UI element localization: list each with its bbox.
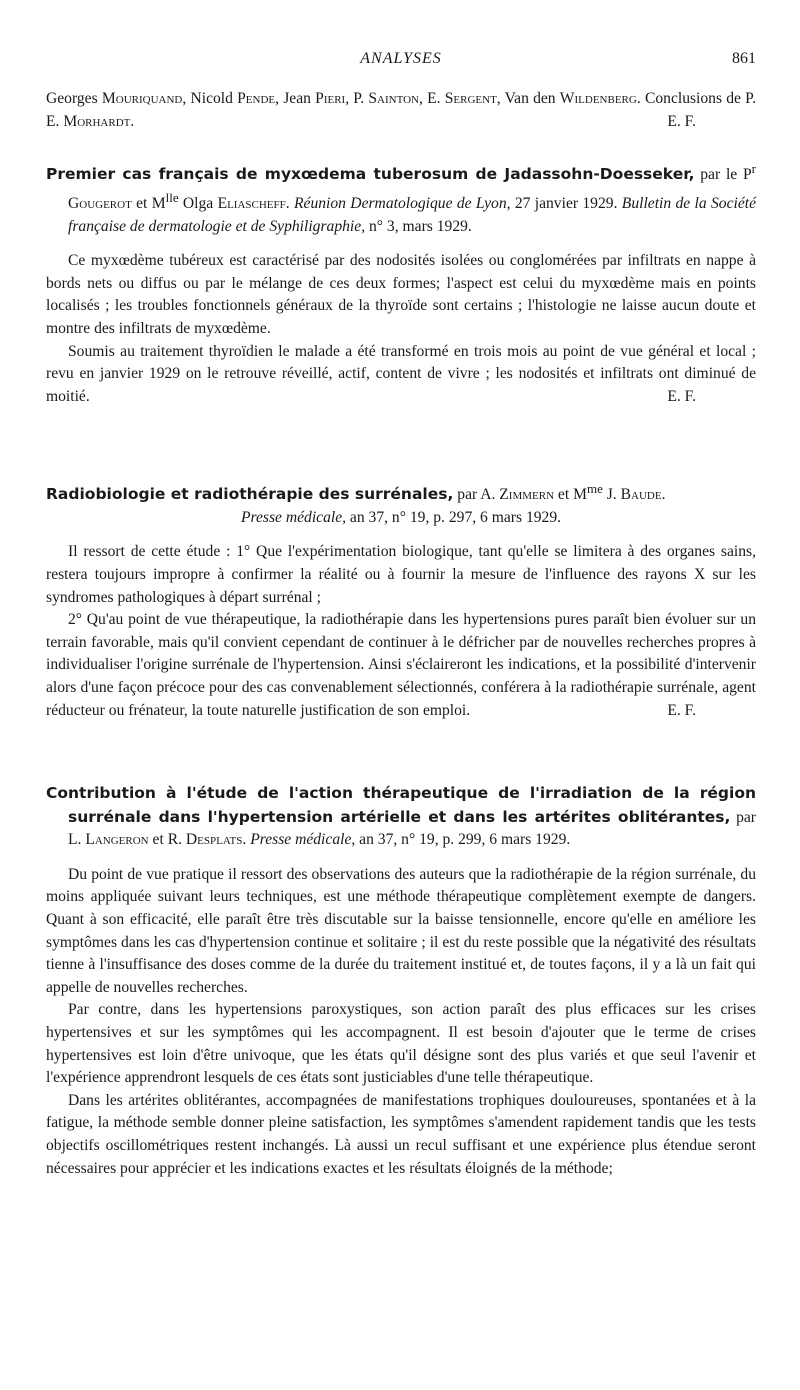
author-name: Gougerot xyxy=(68,194,132,212)
source-date: an 37, n° 19, p. 297, 6 mars 1929. xyxy=(346,508,562,526)
author-name: Eliascheff xyxy=(217,194,286,212)
byline-text: par A. xyxy=(453,486,500,504)
article-title: Premier cas français de myxœdema tuberosum de Jadassohn-Doesseker, xyxy=(46,165,695,184)
article-paragraph xyxy=(46,609,756,722)
author-name: Wildenberg xyxy=(559,90,637,107)
intro-text: . xyxy=(130,112,135,130)
page-number: 861 xyxy=(732,50,756,67)
article-heading xyxy=(46,782,756,852)
byline-text: et M xyxy=(131,194,166,212)
article-paragraph: Par contre, dans les hypertensions paroxystiques, son action paraît des plus efficaces sur les crises hypertensives et sur les symptômes qui les accompagnent. Il est besoin d'ajouter que le terme de crises hypertensives est loin d'être univoque, que les états qu'il désigne sont des plus variés et que seul l'avenir et l'expérience apprendront lesquels de ces états sont justiciables d'une telle thérapeutique. xyxy=(46,1001,756,1087)
author-name: Pende xyxy=(237,90,276,107)
article-title: Contribution à l'étude de l'action thérapeutique de l'irradiation de la région surrénale dans l'hypertension artérielle et dans les artérites oblitérantes, xyxy=(46,784,756,826)
article-source xyxy=(46,507,756,530)
author-name: Pieri xyxy=(315,90,346,107)
intro-text: Georges xyxy=(46,90,102,107)
author-name: Langeron xyxy=(85,831,149,849)
intro-text: , E. xyxy=(419,90,445,107)
article-heading xyxy=(46,478,756,507)
byline-text: . xyxy=(242,831,251,849)
article-paragraph: Dans les artérites oblitérantes, accompagnées de manifestations trophiques douloureuses, spontanées et à la fatigue, la méthode semble donner pleine satisfaction, les symptômes s'amendent rapidement tandis que les tests objectifs oscillométriques restent inchangés. Là aussi un recul suffisant et une expérience plus étendue seront nécessaires pour apprécier et les indications exactes et les résultats éloignés de la méthode; xyxy=(46,1091,756,1177)
intro-block xyxy=(46,88,756,133)
source-journal: Presse médicale, xyxy=(240,508,347,526)
running-title: ANALYSES xyxy=(360,50,442,67)
signature: E. F. xyxy=(667,112,696,130)
source-journal: Bulletin de la Société française de dermatologie et de Syphiligraphie, xyxy=(68,194,757,235)
intro-text: , Jean xyxy=(275,90,316,107)
byline-text: le P xyxy=(725,166,752,184)
intro-text: den xyxy=(533,90,560,107)
intro-text: , P. xyxy=(345,90,369,107)
byline-sup: lle xyxy=(165,189,179,205)
byline-text: et M xyxy=(554,486,587,504)
author-name: Desplats xyxy=(185,831,243,849)
byline-sup: r xyxy=(751,161,757,176)
author-name: Sainton xyxy=(368,90,419,107)
author-name: Sergent xyxy=(444,90,497,107)
article-paragraph xyxy=(46,341,756,409)
byline-text: . xyxy=(285,194,295,212)
author-name: Zimmern xyxy=(499,486,555,504)
author-name: Mouriquand xyxy=(101,90,183,107)
byline-sup: me xyxy=(586,481,603,496)
paragraph-text: Soumis au traitement thyroïdien le malade a été transformé en trois mois au point de vue général et local ; revu en janvier 1929 on le retrouve réveillé, actif, content de vivre ; les nodosités et infiltrats ont diminué de moitié. xyxy=(46,342,756,405)
article-paragraph: Ce myxœdème tubéreux est caractérisé par des nodosités isolées ou conglomérées par infiltrats en nappe à bords nets ou diffus ou par le mélange de ces deux formes; l'aspect est celui du myxœdème mais en points localisés ; les troubles fonctionnels généraux de la thyroïde sont certains ; l'histologie ne laisse aucun doute et montre des infiltrats de myxœdème. xyxy=(46,252,756,337)
article-heading xyxy=(46,158,756,238)
article-1 xyxy=(46,158,756,408)
source-journal: Presse médicale, xyxy=(250,831,356,849)
source-journal: Réunion Dermatologique de Lyon, xyxy=(294,194,511,212)
byline-text: par L. xyxy=(68,808,756,849)
author-name: Morhardt xyxy=(63,112,131,130)
source-date: an 37, n° 19, p. 299, 6 mars 1929. xyxy=(355,831,571,849)
author-name: Baude xyxy=(620,486,662,504)
intro-text: , Nicold xyxy=(182,90,238,107)
source-date: 27 janvier 1929. xyxy=(510,194,622,212)
article-3 xyxy=(46,782,756,1180)
intro-text: , Van xyxy=(496,90,529,107)
byline-text: . xyxy=(661,486,666,504)
paragraph-text: 2° Qu'au point de vue thérapeutique, la radiothérapie dans les hypertensions pures paraît bien évoluer sur un terrain favorable, mais qu'il convient cependant de continuer à le défricher par de nouvelles recherches propres à individualiser l'origine surrénale de l'hypertension. Ainsi s'éclaireront les indications, et la possibilité d'intervenir alors d'une façon précoce pour des cas convenablement sélectionnés, conférera à la radiothérapie surrénale, agent réducteur ou frénateur, la toute naturelle justification de son emploi. xyxy=(46,611,756,719)
article-title: Radiobiologie et radiothérapie des surrénales, xyxy=(46,485,454,504)
article-paragraph: Du point de vue pratique il ressort des observations des auteurs que la radiothérapie de la région surrénale, du moins appliquée suivant leurs techniques, est une méthode thérapeutique complètement exempte de dangers. Quant à son efficacité, elle paraît être très discutable sur la baisse tensionnelle, encore qu'elle en améliore les symptômes dans les cas d'hypertension continue et solitaire ; il est du reste possible que la négativité des résultats tienne à l'insuffisance des doses comme de la durée du traitement institué et, de toutes façons, il y a là un fait qui appelle de nouvelles recherches. xyxy=(46,865,756,996)
source-date: n° 3, mars 1929. xyxy=(365,217,472,235)
article-paragraph: Il ressort de cette étude : 1° Que l'expérimentation biologique, tant qu'elle se limitera à des organes sains, restera toujours impropre à confirmer la réalité ou à fournir la mesure de l'influence des rayons X sur les syndromes pathologiques à départ surrénal ; xyxy=(46,543,756,606)
byline-text: Olga xyxy=(178,194,218,212)
byline-text: par xyxy=(694,166,721,184)
article-2 xyxy=(46,478,756,722)
intro-text: . Conclusions de P. E. xyxy=(46,90,757,130)
intro-paragraph xyxy=(46,88,756,133)
signature: E. F. xyxy=(667,701,696,719)
byline-text: et R. xyxy=(148,831,186,849)
signature: E. F. xyxy=(667,387,696,405)
byline-text: J. xyxy=(602,486,621,504)
running-header xyxy=(46,50,756,74)
